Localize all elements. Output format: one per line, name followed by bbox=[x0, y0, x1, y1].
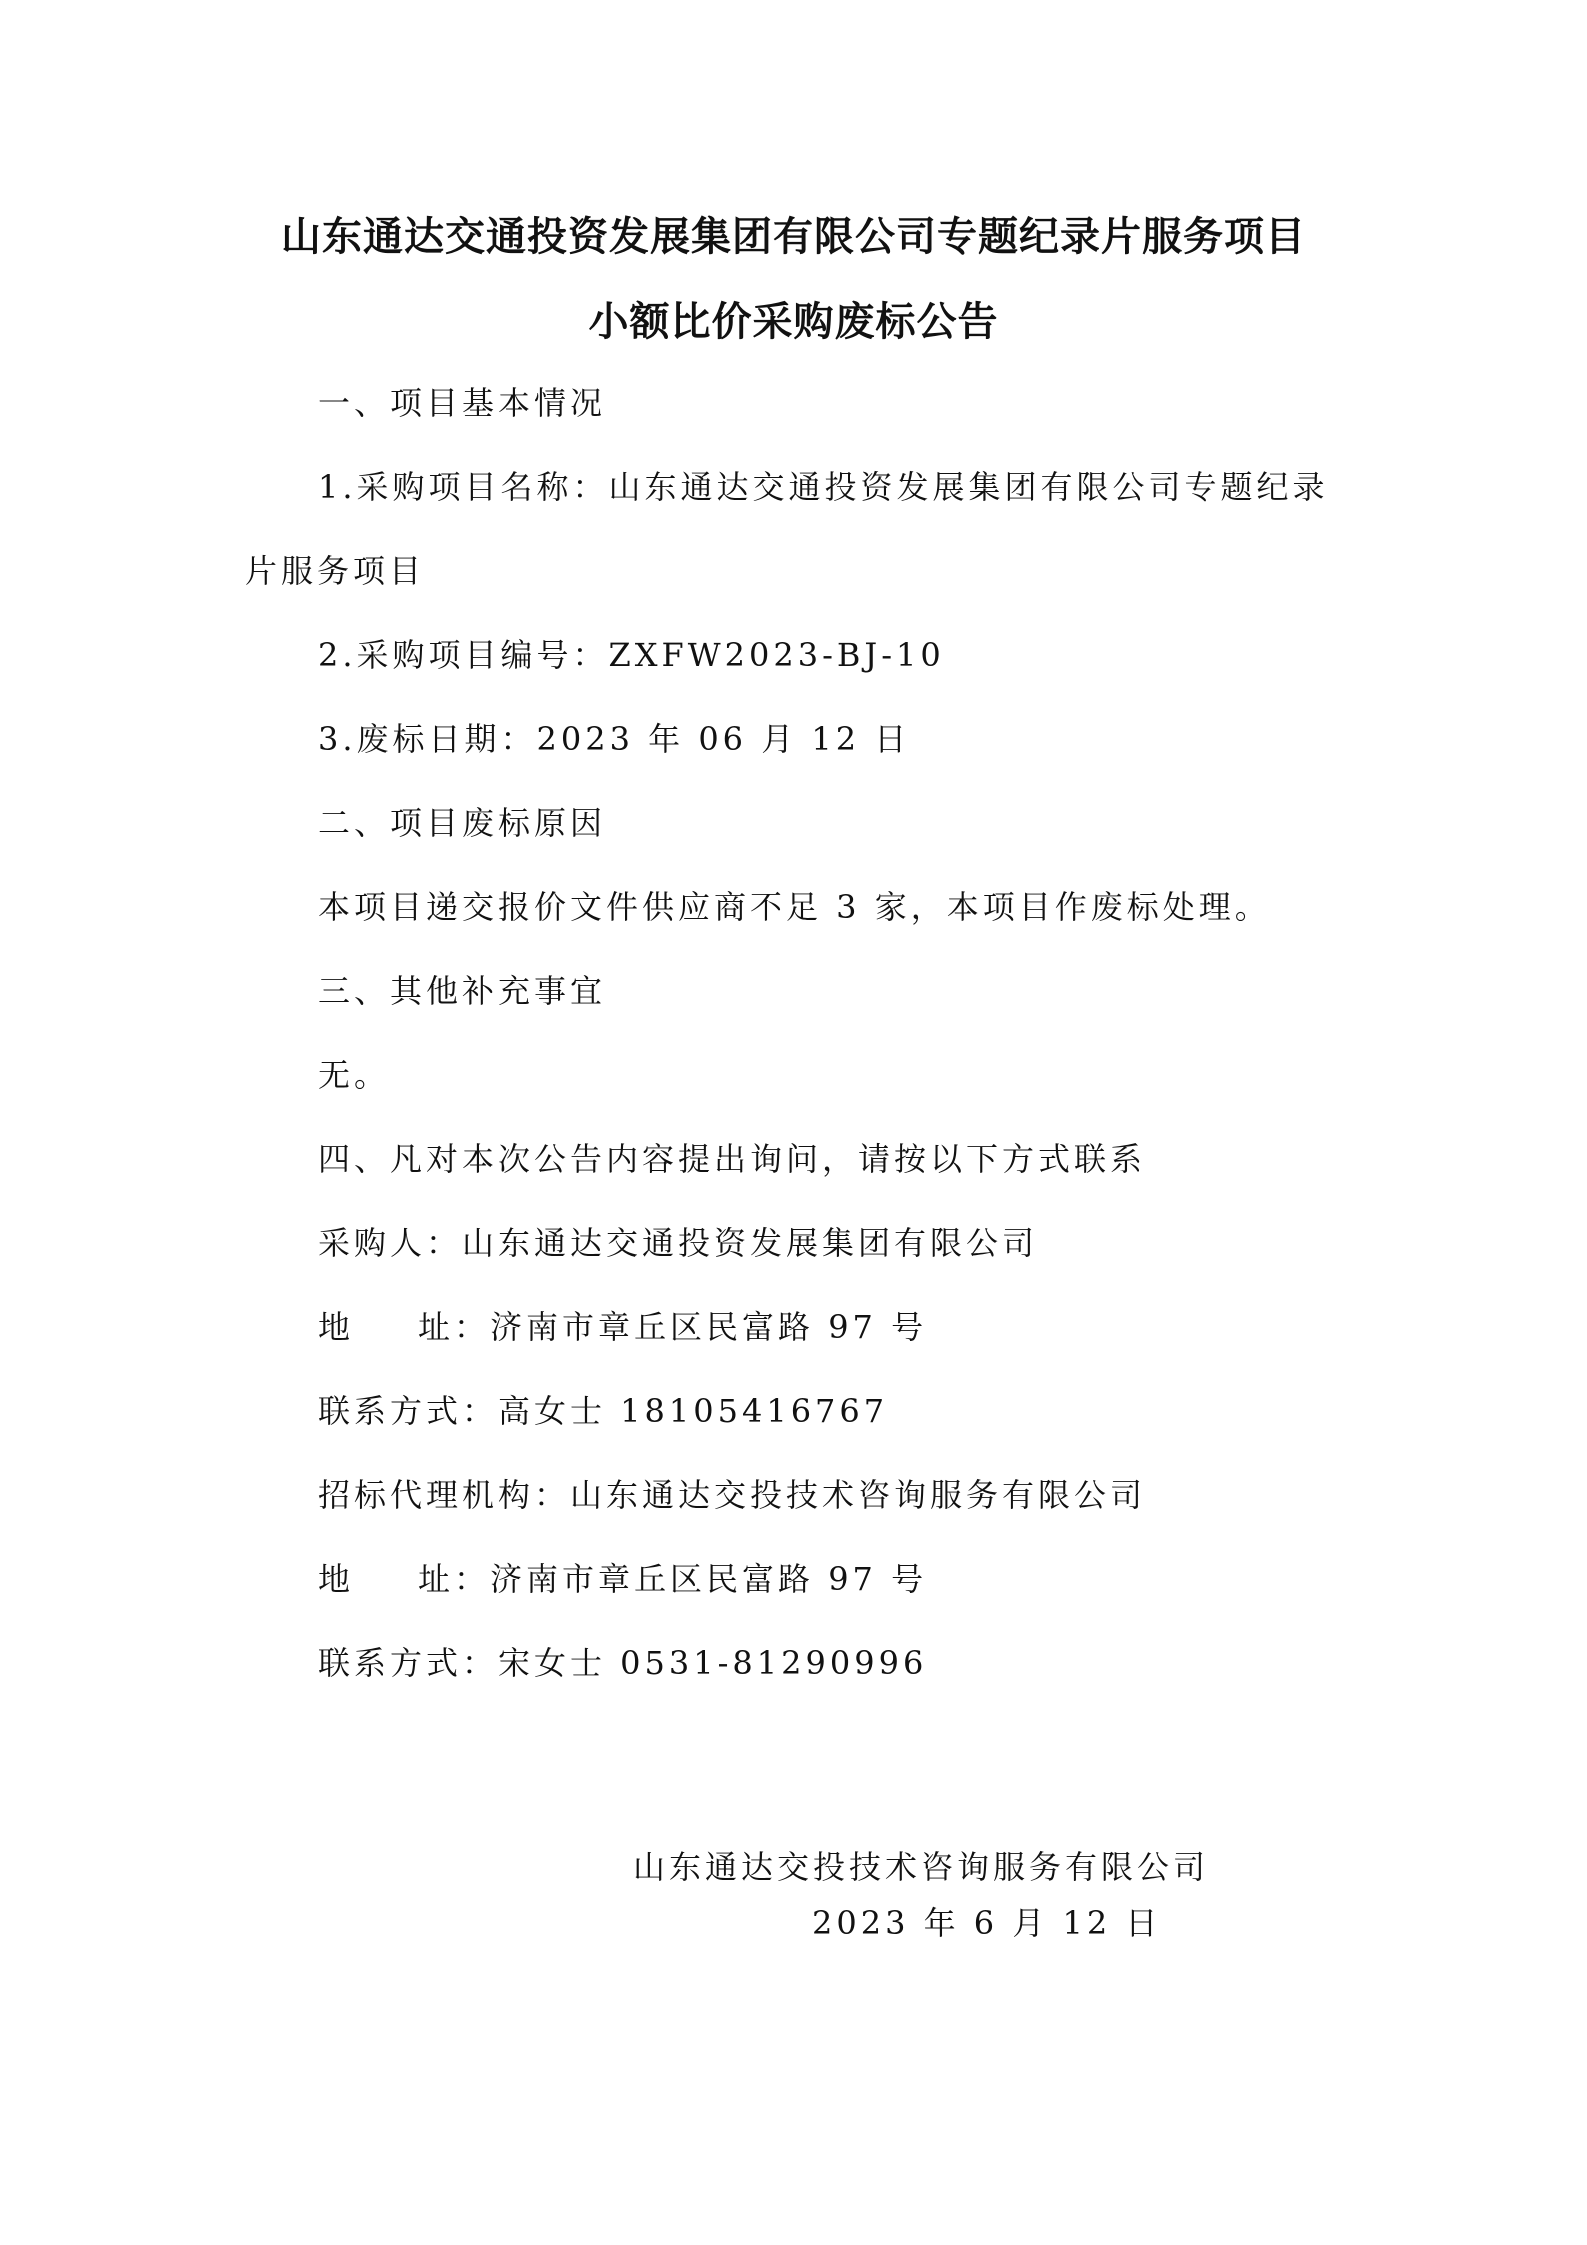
agency-address-line bbox=[318, 1559, 927, 1599]
item-2-project-number: 2.采购项目编号：ZXFW2023-BJ-10 bbox=[318, 636, 945, 674]
item-3-cancellation-date: 3.废标日期：2023 年 06 月 12 日 bbox=[318, 720, 911, 758]
agency-contact-line: 联系方式：宋女士 0531-81290996 bbox=[318, 1644, 928, 1682]
address-label: 地 bbox=[318, 1560, 355, 1598]
address-value: 址：济南市章丘区民富路 97 号 bbox=[418, 1308, 928, 1346]
address-value: 址：济南市章丘区民富路 97 号 bbox=[418, 1560, 928, 1598]
section-4-heading: 四、凡对本次公告内容提出询问，请按以下方式联系 bbox=[318, 1140, 1147, 1178]
section-3-body: 无。 bbox=[318, 1056, 391, 1094]
document-title-line-2: 小额比价采购废标公告 bbox=[588, 299, 999, 345]
item-1-project-name-line-1: 1.采购项目名称：山东通达交通投资发展集团有限公司专题纪录 bbox=[318, 468, 1329, 506]
section-3-heading: 三、其他补充事宜 bbox=[318, 972, 607, 1010]
purchaser-contact-line: 联系方式：高女士 18105416767 bbox=[318, 1392, 889, 1430]
section-2-heading: 二、项目废标原因 bbox=[318, 804, 607, 842]
purchaser-address-line bbox=[318, 1307, 927, 1347]
section-1-heading: 一、项目基本情况 bbox=[318, 384, 607, 422]
address-label: 地 bbox=[318, 1308, 355, 1346]
agency-line: 招标代理机构：山东通达交投技术咨询服务有限公司 bbox=[318, 1476, 1147, 1514]
document-title-line-1: 山东通达交通投资发展集团有限公司专题纪录片服务项目 bbox=[281, 214, 1306, 260]
signature-date: 2023 年 6 月 12 日 bbox=[812, 1904, 1162, 1942]
signature-organization: 山东通达交投技术咨询服务有限公司 bbox=[633, 1848, 1210, 1886]
section-2-body: 本项目递交报价文件供应商不足 3 家，本项目作废标处理。 bbox=[318, 888, 1271, 926]
purchaser-line: 采购人：山东通达交通投资发展集团有限公司 bbox=[318, 1224, 1039, 1262]
item-1-project-name-line-2: 片服务项目 bbox=[245, 552, 426, 590]
